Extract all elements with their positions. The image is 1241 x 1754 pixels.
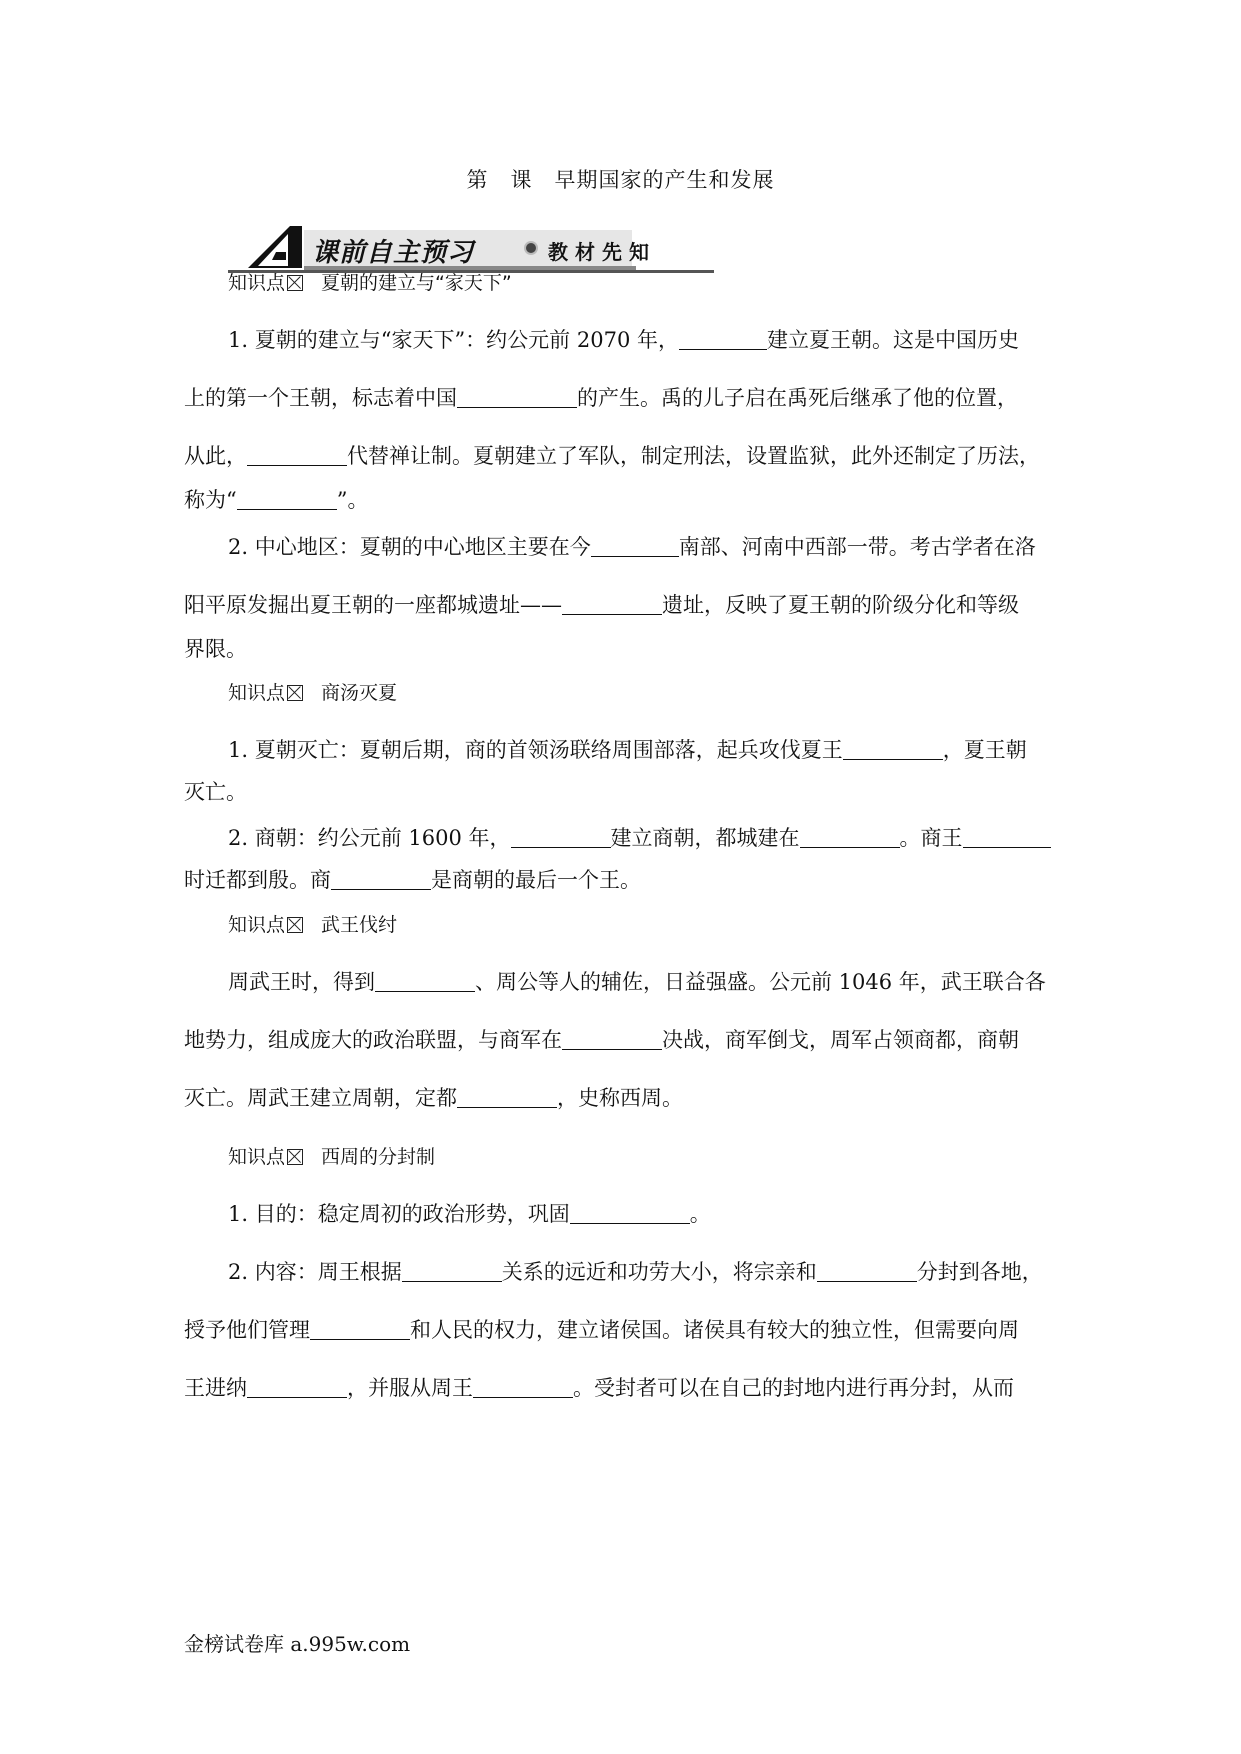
fill-blank[interactable] — [591, 536, 679, 557]
text-line: 界限。 — [184, 637, 247, 661]
text-line: 上的第一个王朝，标志着中国 的产生。禹的儿子启在禹死后继承了他的位置， — [184, 386, 1018, 410]
fill-blank[interactable] — [843, 739, 943, 760]
text-line: 阳平原发掘出夏王朝的一座都城遗址—— 遗址，反映了夏王朝的阶级分化和等级 — [184, 593, 1019, 617]
fill-blank[interactable] — [457, 1087, 557, 1108]
fill-blank[interactable] — [247, 445, 347, 466]
fill-blank[interactable] — [963, 827, 1051, 848]
banner-subtitle: 教材先知 — [548, 240, 656, 264]
text-line: 1. 夏朝的建立与“家天下”：约公元前 2070 年， 建立夏王朝。这是中国历史 — [228, 328, 1019, 352]
fill-blank[interactable] — [237, 489, 337, 510]
text-line: 1. 目的：稳定周初的政治形势，巩固 。 — [228, 1202, 711, 1226]
text-line: 称为“ ”。 — [184, 488, 369, 512]
fill-blank[interactable] — [402, 1261, 502, 1282]
text-line: 2. 商朝：约公元前 1600 年， 建立商朝，都城建在 。商王 — [228, 822, 1064, 852]
fill-blank[interactable] — [570, 1203, 690, 1224]
section-heading-3: 知识点 武王伐纣 — [228, 914, 398, 936]
fill-blank[interactable] — [562, 1029, 662, 1050]
fill-blank[interactable] — [817, 1261, 917, 1282]
fill-blank[interactable] — [473, 1377, 573, 1398]
fill-blank[interactable] — [679, 329, 767, 350]
text-line: 灭亡。 — [184, 780, 247, 804]
fill-blank[interactable] — [331, 869, 431, 890]
fill-blank[interactable] — [310, 1319, 410, 1340]
checkbox-icon — [287, 275, 303, 291]
footer-text: 金榜试卷库 a.995w.com — [184, 1632, 411, 1656]
text-line: 1. 夏朝灭亡：夏朝后期，商的首领汤联络周围部落，起兵攻伐夏王 ，夏王朝 — [228, 738, 1027, 762]
checkbox-icon — [287, 917, 303, 933]
text-line: 王进纳 ，并服从周王 。受封者可以在自己的封地内进行再分封，从而 — [184, 1376, 1014, 1400]
section-heading-4: 知识点 西周的分封制 — [228, 1146, 436, 1168]
checkbox-icon — [287, 1149, 303, 1165]
fill-blank[interactable] — [375, 971, 475, 992]
fill-blank[interactable] — [511, 827, 611, 848]
text-line: 灭亡。周武王建立周朝，定都 ，史称西周。 — [184, 1086, 683, 1110]
text-line: 2. 中心地区：夏朝的中心地区主要在今 南部、河南中西部一带。考古学者在洛 — [228, 535, 1036, 559]
section-heading-1: 知识点 夏朝的建立与“家天下” — [228, 272, 512, 294]
fill-blank[interactable] — [457, 387, 577, 408]
section-heading-2: 知识点 商汤灭夏 — [228, 682, 398, 704]
text-line: 时迁都到殷。商 是商朝的最后一个王。 — [184, 868, 641, 892]
fill-blank[interactable] — [800, 827, 900, 848]
checkbox-icon — [287, 685, 303, 701]
text-line: 地势力，组成庞大的政治联盟，与商军在 决战，商军倒戈，周军占领商都，商朝 — [184, 1028, 1019, 1052]
fill-blank[interactable] — [562, 594, 662, 615]
text-line: 周武王时，得到 、周公等人的辅佐，日益强盛。公元前 1046 年，武王联合各 — [228, 970, 1046, 994]
page-title: 第 课 早期国家的产生和发展 — [466, 168, 775, 192]
text-line: 从此， 代替禅让制。夏朝建立了军队，制定刑法，设置监狱，此外还制定了历法， — [184, 444, 1040, 468]
text-line: 2. 内容：周王根据 关系的远近和功劳大小，将宗亲和 分封到各地， — [228, 1260, 1043, 1284]
fill-blank[interactable] — [247, 1377, 347, 1398]
bullet-icon — [524, 241, 538, 255]
banner-title: 课前自主预习 — [312, 238, 475, 268]
text-line: 授予他们管理 和人民的权力，建立诸侯国。诸侯具有较大的独立性，但需要向周 — [184, 1318, 1019, 1342]
